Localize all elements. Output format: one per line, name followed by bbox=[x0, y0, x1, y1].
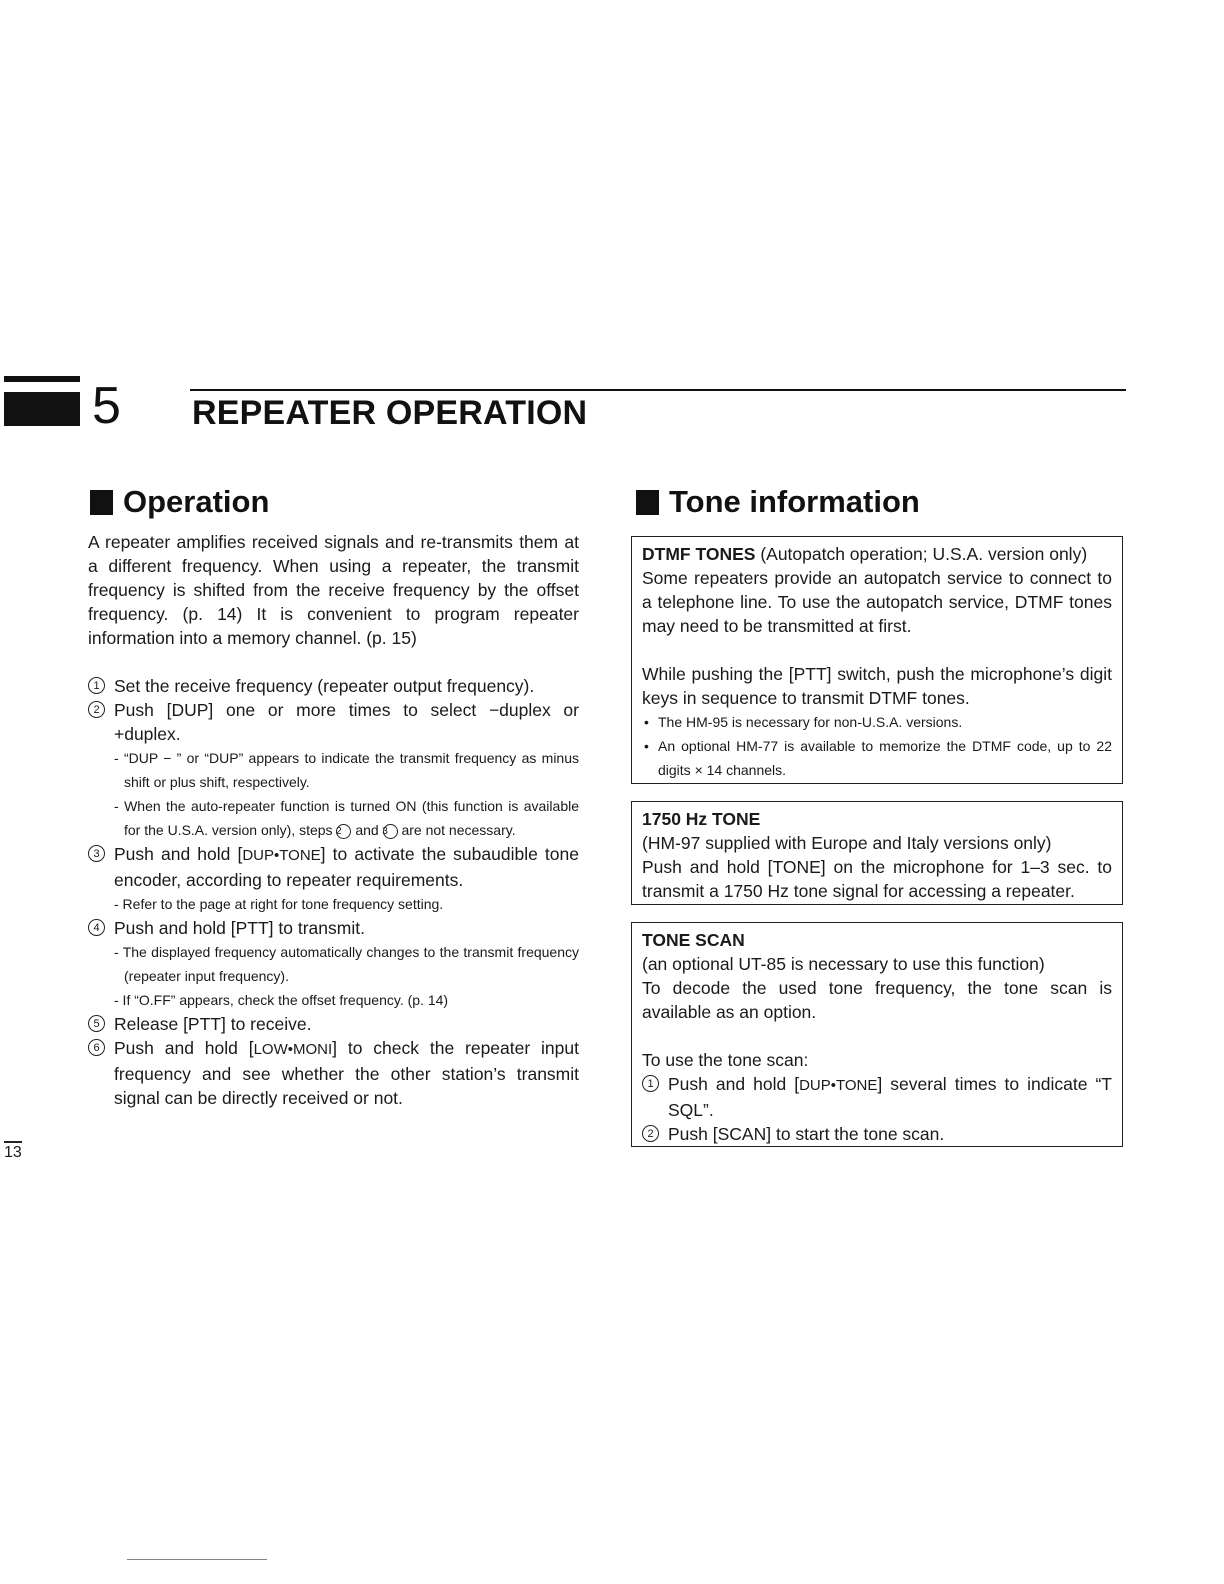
section-square-icon bbox=[90, 490, 113, 515]
step-3 bbox=[88, 842, 579, 916]
scan-artifact-line bbox=[127, 1559, 267, 1560]
tone-1750-title: 1750 Hz TONE bbox=[642, 809, 761, 829]
circled-number: 3 bbox=[88, 845, 105, 862]
section-square-icon bbox=[636, 490, 659, 515]
circled-number: 1 bbox=[88, 677, 105, 694]
operation-steps bbox=[88, 674, 579, 1110]
step-text: Release [PTT] to receive. bbox=[114, 1014, 312, 1034]
tone-scan-line2: To decode the used tone frequency, the tone scan is available as an option. bbox=[642, 978, 1112, 1022]
dtmf-title: DTMF TONES bbox=[642, 544, 756, 564]
step-1 bbox=[88, 674, 579, 698]
circled-number: 2 bbox=[336, 824, 351, 839]
operation-heading bbox=[90, 484, 269, 520]
dtmf-subtitle: (Autopatch operation; U.S.A. version only) bbox=[760, 544, 1088, 564]
tone-scan-box bbox=[631, 922, 1123, 1147]
tone-1750-line1: (HM-97 supplied with Europe and Italy versions only) bbox=[642, 833, 1052, 853]
dtmf-para2: While pushing the [PTT] switch, push the microphone’s digit keys in sequence to transmit DTMF tones. bbox=[642, 664, 1112, 708]
dtmf-box bbox=[631, 536, 1123, 784]
step-text: Push and hold [PTT] to transmit. bbox=[114, 918, 365, 938]
chapter-tab-marker bbox=[4, 376, 80, 426]
circled-number: 2 bbox=[642, 1125, 659, 1142]
tone-info-heading-text: Tone information bbox=[669, 484, 920, 519]
chapter-title: REPEATER OPERATION bbox=[192, 394, 588, 432]
step-text: Set the receive frequency (repeater output frequency). bbox=[114, 676, 535, 696]
chapter-number: 5 bbox=[92, 377, 121, 435]
operation-heading-text: Operation bbox=[123, 484, 270, 519]
step-note: - The displayed frequency automatically changes to the transmit frequency (repeater input frequency). bbox=[114, 944, 579, 984]
tone-scan-title: TONE SCAN bbox=[642, 930, 745, 950]
step-note: - “DUP − ” or “DUP” appears to indicate the transmit frequency as minus shift or plus shift, respectively. bbox=[114, 750, 579, 790]
step-text: Push and hold [DUP•TONE] to activate the subaudible tone encoder, according to repeater requirements. bbox=[114, 844, 579, 890]
step-5 bbox=[88, 1012, 579, 1036]
tone-1750-line2: Push and hold [TONE] on the microphone for 1–3 sec. to transmit a 1750 Hz tone signal for accessing a repeater. bbox=[642, 857, 1112, 901]
dtmf-header bbox=[642, 542, 1112, 566]
tone-1750-box bbox=[631, 801, 1123, 905]
operation-body bbox=[88, 530, 579, 1110]
chapter-rule bbox=[190, 389, 1126, 391]
step-6 bbox=[88, 1036, 579, 1110]
circled-number: 6 bbox=[88, 1039, 105, 1056]
tone-scan-line1: (an optional UT-85 is necessary to use this function) bbox=[642, 954, 1045, 974]
dtmf-bullet: • The HM-95 is necessary for non-U.S.A. versions. bbox=[644, 714, 963, 730]
step-text: Push [DUP] one or more times to select −duplex or +duplex. bbox=[114, 700, 579, 744]
dtmf-bullet: • An optional HM-77 is available to memorize the DTMF code, up to 22 digits × 14 channels. bbox=[644, 738, 1112, 778]
page-number-rule bbox=[4, 1141, 22, 1143]
tone-scan-line3: To use the tone scan: bbox=[642, 1050, 809, 1070]
step-text: Push and hold [LOW•MONI] to check the repeater input frequency and see whether the other station’s transmit signal can be directly received or not. bbox=[114, 1038, 579, 1108]
tone-info-heading bbox=[636, 484, 920, 520]
circled-number: 3 bbox=[383, 824, 398, 839]
circled-number: 1 bbox=[642, 1075, 659, 1092]
step-note: - If “O.FF” appears, check the offset frequency. (p. 14) bbox=[114, 992, 449, 1008]
circled-number: 5 bbox=[88, 1015, 105, 1032]
tone-scan-step-1: 1 Push and hold [DUP•TONE] several times to indicate “T SQL”. bbox=[642, 1072, 1112, 1122]
step-4 bbox=[88, 916, 579, 1012]
step-note: - When the auto-repeater function is turned ON (this function is available for the U.S.A. version only), steps 2 and 3 are not necessary. bbox=[114, 798, 579, 838]
page-number: 13 bbox=[4, 1144, 22, 1161]
step-2 bbox=[88, 698, 579, 842]
circled-number: 2 bbox=[88, 701, 105, 718]
circled-number: 4 bbox=[88, 919, 105, 936]
operation-intro: A repeater amplifies received signals and re-transmits them at a different frequency. When using a repeater, the transmit frequency is shifted from the receive frequency by the offset frequency. (p. 14) It is convenient to program repeater information into a memory channel. (p. 15) bbox=[88, 532, 579, 648]
step-note: - Refer to the page at right for tone frequency setting. bbox=[114, 896, 444, 912]
dtmf-para1: Some repeaters provide an autopatch service to connect to a telephone line. To use the autopatch service, DTMF tones may need to be transmitted at first. bbox=[642, 568, 1112, 636]
tone-scan-step-2: 2 Push [SCAN] to start the tone scan. bbox=[642, 1122, 1112, 1146]
